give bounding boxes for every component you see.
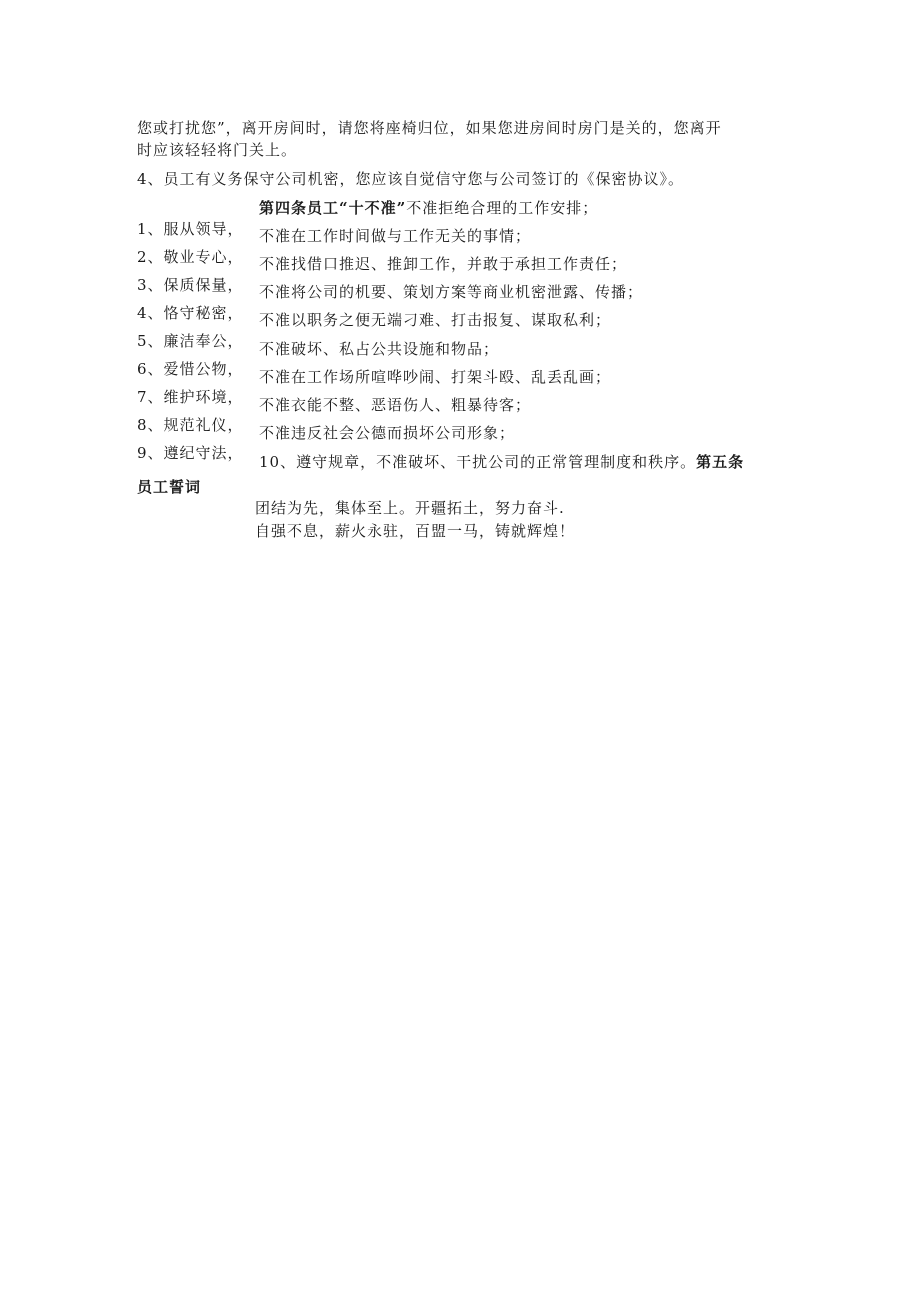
- duty-item: 5、廉洁奉公，: [137, 332, 244, 350]
- prohibition-item: 不准找借口推迟、推卸工作，并敢于承担工作责任；: [259, 255, 628, 273]
- article-5-heading-part-1: 第五条: [696, 453, 745, 471]
- article-4-heading: 第四条员工“十不准”: [259, 199, 407, 217]
- duty-item: 7、维护环境，: [137, 388, 244, 406]
- article-5-heading-part-2: 员工誓词: [137, 478, 202, 496]
- duty-item: 8、规范礼仪，: [137, 416, 244, 434]
- item-10-line: [259, 451, 744, 473]
- para-top-line-1: 您或打扰您”，离开房间时，请您将座椅归位，如果您进房间时房门是关的，您离开: [137, 119, 722, 137]
- article-4-heading-rest: 不准拒绝合理的工作安排；: [406, 199, 599, 217]
- prohibition-item: 不准破坏、私占公共设施和物品；: [259, 340, 500, 358]
- prohibition-item: 不准违反社会公德而损坏公司形象；: [259, 424, 516, 442]
- prohibition-item: 不准在工作时间做与工作无关的事情；: [259, 227, 532, 245]
- duty-item: 6、爱惜公物，: [137, 360, 244, 378]
- duty-item: 9、遵纪守法，: [137, 444, 244, 462]
- duty-item: 1、服从领导，: [137, 220, 244, 238]
- oath-line-1: 团结为先，集体至上。开疆拓土，努力奋斗.: [255, 499, 565, 517]
- prohibition-item: 不准以职务之便无端刁难、打击报复、谋取私利；: [259, 311, 612, 329]
- para-top-line-2: 时应该轻轻将门关上。: [137, 141, 298, 159]
- duty-item: 4、恪守秘密，: [137, 304, 244, 322]
- duty-item: 2、敬业专心，: [137, 248, 244, 266]
- prohibition-item: 不准在工作场所喧哗吵闹、打架斗殴、乱丢乱画；: [259, 368, 612, 386]
- para-top-line-3: 4、员工有义务保守公司机密，您应该自觉信守您与公司签订的《保密协议》。: [137, 170, 685, 188]
- article-4-heading-line: [259, 197, 598, 219]
- prohibition-item: 不准将公司的机要、策划方案等商业机密泄露、传播；: [259, 283, 644, 301]
- oath-line-2: 自强不息，薪火永驻，百盟一马，铸就辉煌！: [255, 522, 576, 540]
- prohibition-item: 不准衣能不整、恶语伤人、粗暴待客；: [259, 396, 532, 414]
- item-10: 10、遵守规章，不准破坏、干扰公司的正常管理制度和秩序。: [259, 453, 697, 471]
- duty-item: 3、保质保量，: [137, 276, 244, 294]
